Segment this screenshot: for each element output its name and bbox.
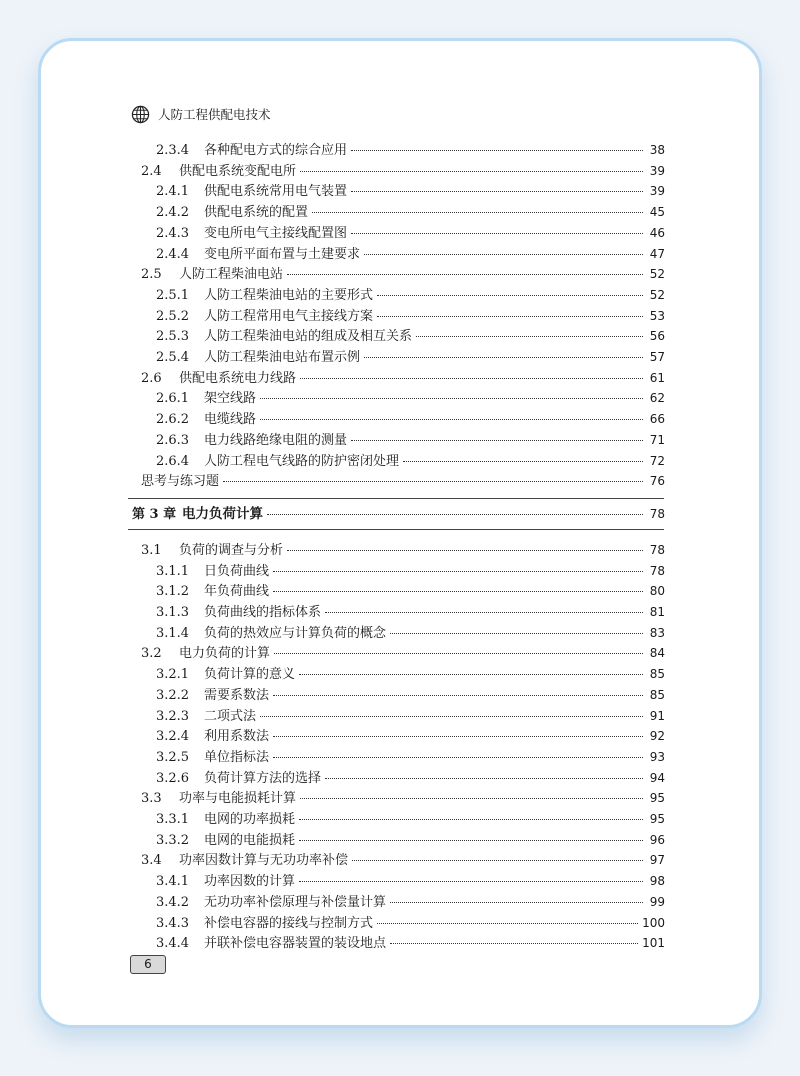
toc-number: 3.1.2 bbox=[156, 584, 190, 600]
toc-chapter[interactable] bbox=[132, 504, 665, 524]
toc-number: 3.2.3 bbox=[156, 708, 190, 724]
toc-entry[interactable] bbox=[156, 244, 665, 264]
toc-page: 57 bbox=[649, 350, 665, 364]
chapter-rule-bottom bbox=[128, 529, 664, 530]
toc-page: 85 bbox=[649, 687, 665, 702]
toc-title: 人防工程柴油电站的主要形式 bbox=[204, 287, 374, 303]
toc-number: 2.5.4 bbox=[156, 350, 190, 365]
toc-number: 3.1.1 bbox=[156, 563, 190, 579]
toc-page: 76 bbox=[649, 474, 665, 489]
toc-entry[interactable] bbox=[141, 471, 665, 491]
toc-number: 2.4 bbox=[141, 163, 162, 179]
toc-leader bbox=[299, 819, 643, 820]
toc-page: 94 bbox=[649, 770, 665, 785]
toc-entry[interactable] bbox=[156, 706, 665, 726]
toc-number: 3.4.2 bbox=[156, 894, 190, 910]
toc-leader bbox=[273, 736, 643, 737]
toc-leader bbox=[351, 191, 643, 192]
toc-page: 78 bbox=[649, 563, 665, 578]
toc-title: 日负荷曲线 bbox=[204, 563, 270, 579]
toc-entry[interactable] bbox=[156, 202, 665, 222]
header-title: 人防工程供配电技术 bbox=[158, 107, 271, 122]
toc-title: 架空线路 bbox=[204, 391, 257, 407]
toc-entry[interactable] bbox=[156, 913, 665, 933]
toc-leader bbox=[325, 612, 643, 613]
toc-page: 72 bbox=[649, 453, 665, 468]
toc-leader bbox=[300, 378, 643, 379]
toc-page: 78 bbox=[649, 542, 665, 557]
toc-page: 96 bbox=[649, 832, 665, 847]
toc-page: 53 bbox=[649, 308, 665, 323]
toc-number: 3.2.1 bbox=[156, 667, 190, 683]
toc-page: 93 bbox=[649, 749, 665, 764]
toc-number: 3.2.2 bbox=[156, 687, 190, 703]
toc-entry[interactable] bbox=[156, 933, 665, 953]
toc-entry[interactable] bbox=[156, 747, 665, 767]
toc-leader bbox=[300, 798, 643, 799]
toc-page: 52 bbox=[649, 267, 665, 282]
toc-number: 2.5.1 bbox=[156, 287, 190, 303]
toc-number: 2.4.1 bbox=[156, 184, 190, 200]
toc-page: 95 bbox=[649, 791, 665, 806]
toc-title: 负荷的调查与分析 bbox=[179, 542, 284, 558]
toc-entry[interactable] bbox=[141, 264, 665, 284]
toc-leader bbox=[390, 943, 638, 944]
toc-title: 供配电系统变配电所 bbox=[179, 163, 297, 179]
toc-leader bbox=[260, 716, 643, 717]
toc-entry[interactable] bbox=[156, 871, 665, 891]
toc-title: 年负荷曲线 bbox=[204, 584, 270, 600]
toc-title: 人防工程电气线路的防护密闭处理 bbox=[204, 453, 400, 469]
toc-page: 83 bbox=[649, 625, 665, 640]
toc-title: 供配电系统常用电气装置 bbox=[204, 184, 348, 200]
toc-title: 功率因数的计算 bbox=[204, 874, 296, 890]
toc-title: 供配电系统电力线路 bbox=[179, 370, 297, 386]
toc-title: 需要系数法 bbox=[204, 687, 270, 703]
toc-title: 人防工程柴油电站布置示例 bbox=[204, 350, 361, 365]
toc-entry[interactable] bbox=[141, 368, 665, 388]
toc-entry[interactable] bbox=[156, 830, 665, 850]
toc-number: 3.4.1 bbox=[156, 874, 190, 890]
toc-page: 56 bbox=[649, 329, 665, 344]
toc-page: 38 bbox=[649, 143, 665, 157]
toc-number: 3.4.4 bbox=[156, 936, 190, 952]
toc-leader bbox=[273, 571, 643, 572]
toc-leader bbox=[260, 398, 643, 399]
toc-number: 3.3.2 bbox=[156, 832, 190, 848]
toc-title: 电力负荷的计算 bbox=[179, 646, 271, 662]
toc-page: 81 bbox=[649, 605, 665, 619]
toc-number: 3.2 bbox=[141, 646, 162, 662]
toc-leader bbox=[274, 653, 643, 654]
toc-page: 39 bbox=[649, 184, 665, 199]
toc-title: 并联补偿电容器装置的装设地点 bbox=[204, 936, 387, 952]
toc-leader bbox=[364, 357, 643, 358]
toc-page: 62 bbox=[649, 391, 665, 406]
toc-leader bbox=[287, 550, 643, 551]
toc-leader bbox=[351, 150, 643, 151]
toc-title: 变电所平面布置与土建要求 bbox=[204, 246, 361, 262]
toc-entry[interactable] bbox=[141, 788, 665, 808]
toc-leader bbox=[416, 336, 643, 337]
toc-title: 负荷曲线的指标体系 bbox=[204, 605, 322, 620]
toc-entry[interactable] bbox=[156, 181, 665, 201]
toc-entry[interactable] bbox=[141, 643, 665, 663]
toc-entry[interactable] bbox=[156, 451, 665, 471]
toc-page: 92 bbox=[649, 729, 665, 744]
toc-leader bbox=[351, 233, 643, 234]
toc-leader bbox=[299, 674, 643, 675]
toc-page: 80 bbox=[649, 584, 665, 599]
toc-page: 84 bbox=[649, 646, 665, 661]
toc-entry[interactable] bbox=[156, 223, 665, 243]
toc-page: 46 bbox=[649, 225, 665, 240]
toc-number: 3.1.4 bbox=[156, 625, 190, 641]
toc-entry[interactable] bbox=[156, 664, 665, 684]
toc-entry[interactable] bbox=[156, 726, 665, 746]
toc-leader bbox=[325, 778, 643, 779]
toc-title: 单位指标法 bbox=[204, 749, 270, 765]
toc-number: 3.2.5 bbox=[156, 749, 190, 765]
toc-entry[interactable] bbox=[156, 685, 665, 705]
toc-leader bbox=[267, 514, 643, 515]
toc-leader bbox=[377, 295, 643, 296]
toc-page: 45 bbox=[649, 205, 665, 220]
toc-page: 52 bbox=[649, 287, 665, 302]
toc-leader bbox=[273, 695, 643, 696]
toc-number: 3.1.3 bbox=[156, 605, 190, 620]
toc-entry[interactable] bbox=[141, 850, 665, 870]
toc-title: 电力负荷计算 bbox=[182, 505, 263, 522]
toc-title: 人防工程常用电气主接线方案 bbox=[204, 308, 374, 324]
toc-title: 各种配电方式的综合应用 bbox=[204, 143, 348, 158]
toc-number: 3.4.3 bbox=[156, 915, 190, 931]
toc-number: 第 3 章 bbox=[132, 506, 177, 522]
toc-number: 2.5 bbox=[141, 267, 162, 283]
toc-title: 人防工程柴油电站 bbox=[179, 267, 284, 283]
toc-entry[interactable] bbox=[141, 540, 665, 560]
toc-leader bbox=[390, 633, 643, 634]
toc-number: 2.6.1 bbox=[156, 391, 190, 407]
toc-leader bbox=[223, 481, 643, 482]
toc-title: 供配电系统的配置 bbox=[204, 205, 309, 221]
toc-leader bbox=[273, 591, 643, 592]
toc-title: 人防工程柴油电站的组成及相互关系 bbox=[204, 329, 413, 345]
page-number: 6 bbox=[130, 955, 166, 974]
toc-leader bbox=[351, 440, 643, 441]
toc-entry[interactable] bbox=[156, 306, 665, 326]
toc-title: 负荷计算方法的选择 bbox=[204, 770, 322, 786]
toc-page: 97 bbox=[649, 853, 665, 868]
toc-number: 2.6 bbox=[141, 370, 162, 386]
toc-entry[interactable] bbox=[156, 347, 665, 367]
toc-entry[interactable] bbox=[156, 581, 665, 601]
toc-entry[interactable] bbox=[156, 388, 665, 408]
toc-entry[interactable] bbox=[156, 892, 665, 912]
toc-title: 电缆线路 bbox=[204, 412, 257, 428]
toc-entry[interactable] bbox=[141, 161, 665, 181]
toc-leader bbox=[300, 171, 643, 172]
toc-page: 95 bbox=[649, 812, 665, 826]
toc-page: 71 bbox=[649, 432, 665, 447]
toc-number: 3.4 bbox=[141, 853, 162, 869]
toc-leader bbox=[299, 881, 643, 882]
toc-leader bbox=[299, 840, 643, 841]
toc-title: 功率与电能损耗计算 bbox=[179, 791, 297, 807]
toc-title: 负荷的热效应与计算负荷的概念 bbox=[204, 625, 387, 641]
toc-leader bbox=[352, 860, 643, 861]
toc-entry[interactable] bbox=[156, 409, 665, 429]
toc-number: 2.6.4 bbox=[156, 453, 190, 469]
toc-leader bbox=[364, 254, 643, 255]
toc-page: 85 bbox=[649, 667, 665, 682]
toc-page: 39 bbox=[649, 163, 665, 178]
toc-entry[interactable] bbox=[156, 768, 665, 788]
toc-number: 2.5.3 bbox=[156, 329, 190, 345]
toc-number: 2.3.4 bbox=[156, 143, 190, 158]
toc-leader bbox=[312, 212, 643, 213]
toc-title: 思考与练习题 bbox=[141, 474, 220, 490]
toc-leader bbox=[377, 923, 638, 924]
toc-leader bbox=[273, 757, 643, 758]
toc-entry[interactable] bbox=[156, 430, 665, 450]
toc-leader bbox=[377, 316, 643, 317]
toc-page: 66 bbox=[649, 412, 665, 427]
toc-page: 47 bbox=[649, 246, 665, 261]
toc-entry[interactable] bbox=[156, 623, 665, 643]
toc-page: 99 bbox=[649, 894, 665, 909]
toc-leader bbox=[403, 461, 643, 462]
toc-entry[interactable] bbox=[156, 561, 665, 581]
toc-number: 3.1 bbox=[141, 542, 162, 558]
toc-number: 2.4.4 bbox=[156, 246, 190, 262]
toc-entry[interactable] bbox=[156, 602, 665, 622]
toc-number: 2.4.2 bbox=[156, 205, 190, 221]
toc-title: 电力线路绝缘电阻的测量 bbox=[204, 432, 348, 448]
chapter-rule-top bbox=[128, 498, 664, 499]
toc-title: 利用系数法 bbox=[204, 729, 270, 745]
toc-title: 变电所电气主接线配置图 bbox=[204, 225, 348, 241]
toc-title: 补偿电容器的接线与控制方式 bbox=[204, 915, 374, 931]
toc-entry[interactable] bbox=[156, 326, 665, 346]
toc-title: 电网的功率损耗 bbox=[204, 812, 296, 827]
toc-title: 二项式法 bbox=[204, 708, 257, 724]
toc-number: 2.6.2 bbox=[156, 412, 190, 428]
toc-page: 101 bbox=[642, 936, 665, 951]
toc-page: 100 bbox=[642, 915, 665, 930]
toc-number: 3.2.6 bbox=[156, 770, 190, 786]
toc-entry[interactable] bbox=[156, 809, 665, 829]
toc-title: 功率因数计算与无功功率补偿 bbox=[179, 853, 349, 869]
toc-number: 3.3 bbox=[141, 791, 162, 807]
toc-title: 负荷计算的意义 bbox=[204, 667, 296, 683]
toc-number: 2.5.2 bbox=[156, 308, 190, 324]
toc-leader bbox=[287, 274, 643, 275]
toc-page: 91 bbox=[649, 708, 665, 723]
toc-page: 98 bbox=[649, 874, 665, 889]
toc-number: 2.4.3 bbox=[156, 225, 190, 241]
toc-page: 61 bbox=[649, 370, 665, 385]
toc-title: 电网的电能损耗 bbox=[204, 832, 296, 848]
toc-title: 无功功率补偿原理与补偿量计算 bbox=[204, 894, 387, 910]
toc-entry[interactable] bbox=[156, 285, 665, 305]
toc-number: 2.6.3 bbox=[156, 432, 190, 448]
toc-leader bbox=[260, 419, 643, 420]
toc-leader bbox=[390, 902, 643, 903]
toc-number: 3.3.1 bbox=[156, 812, 190, 827]
toc-number: 3.2.4 bbox=[156, 729, 190, 745]
toc-page: 78 bbox=[649, 506, 665, 521]
toc-entry[interactable] bbox=[156, 140, 665, 160]
